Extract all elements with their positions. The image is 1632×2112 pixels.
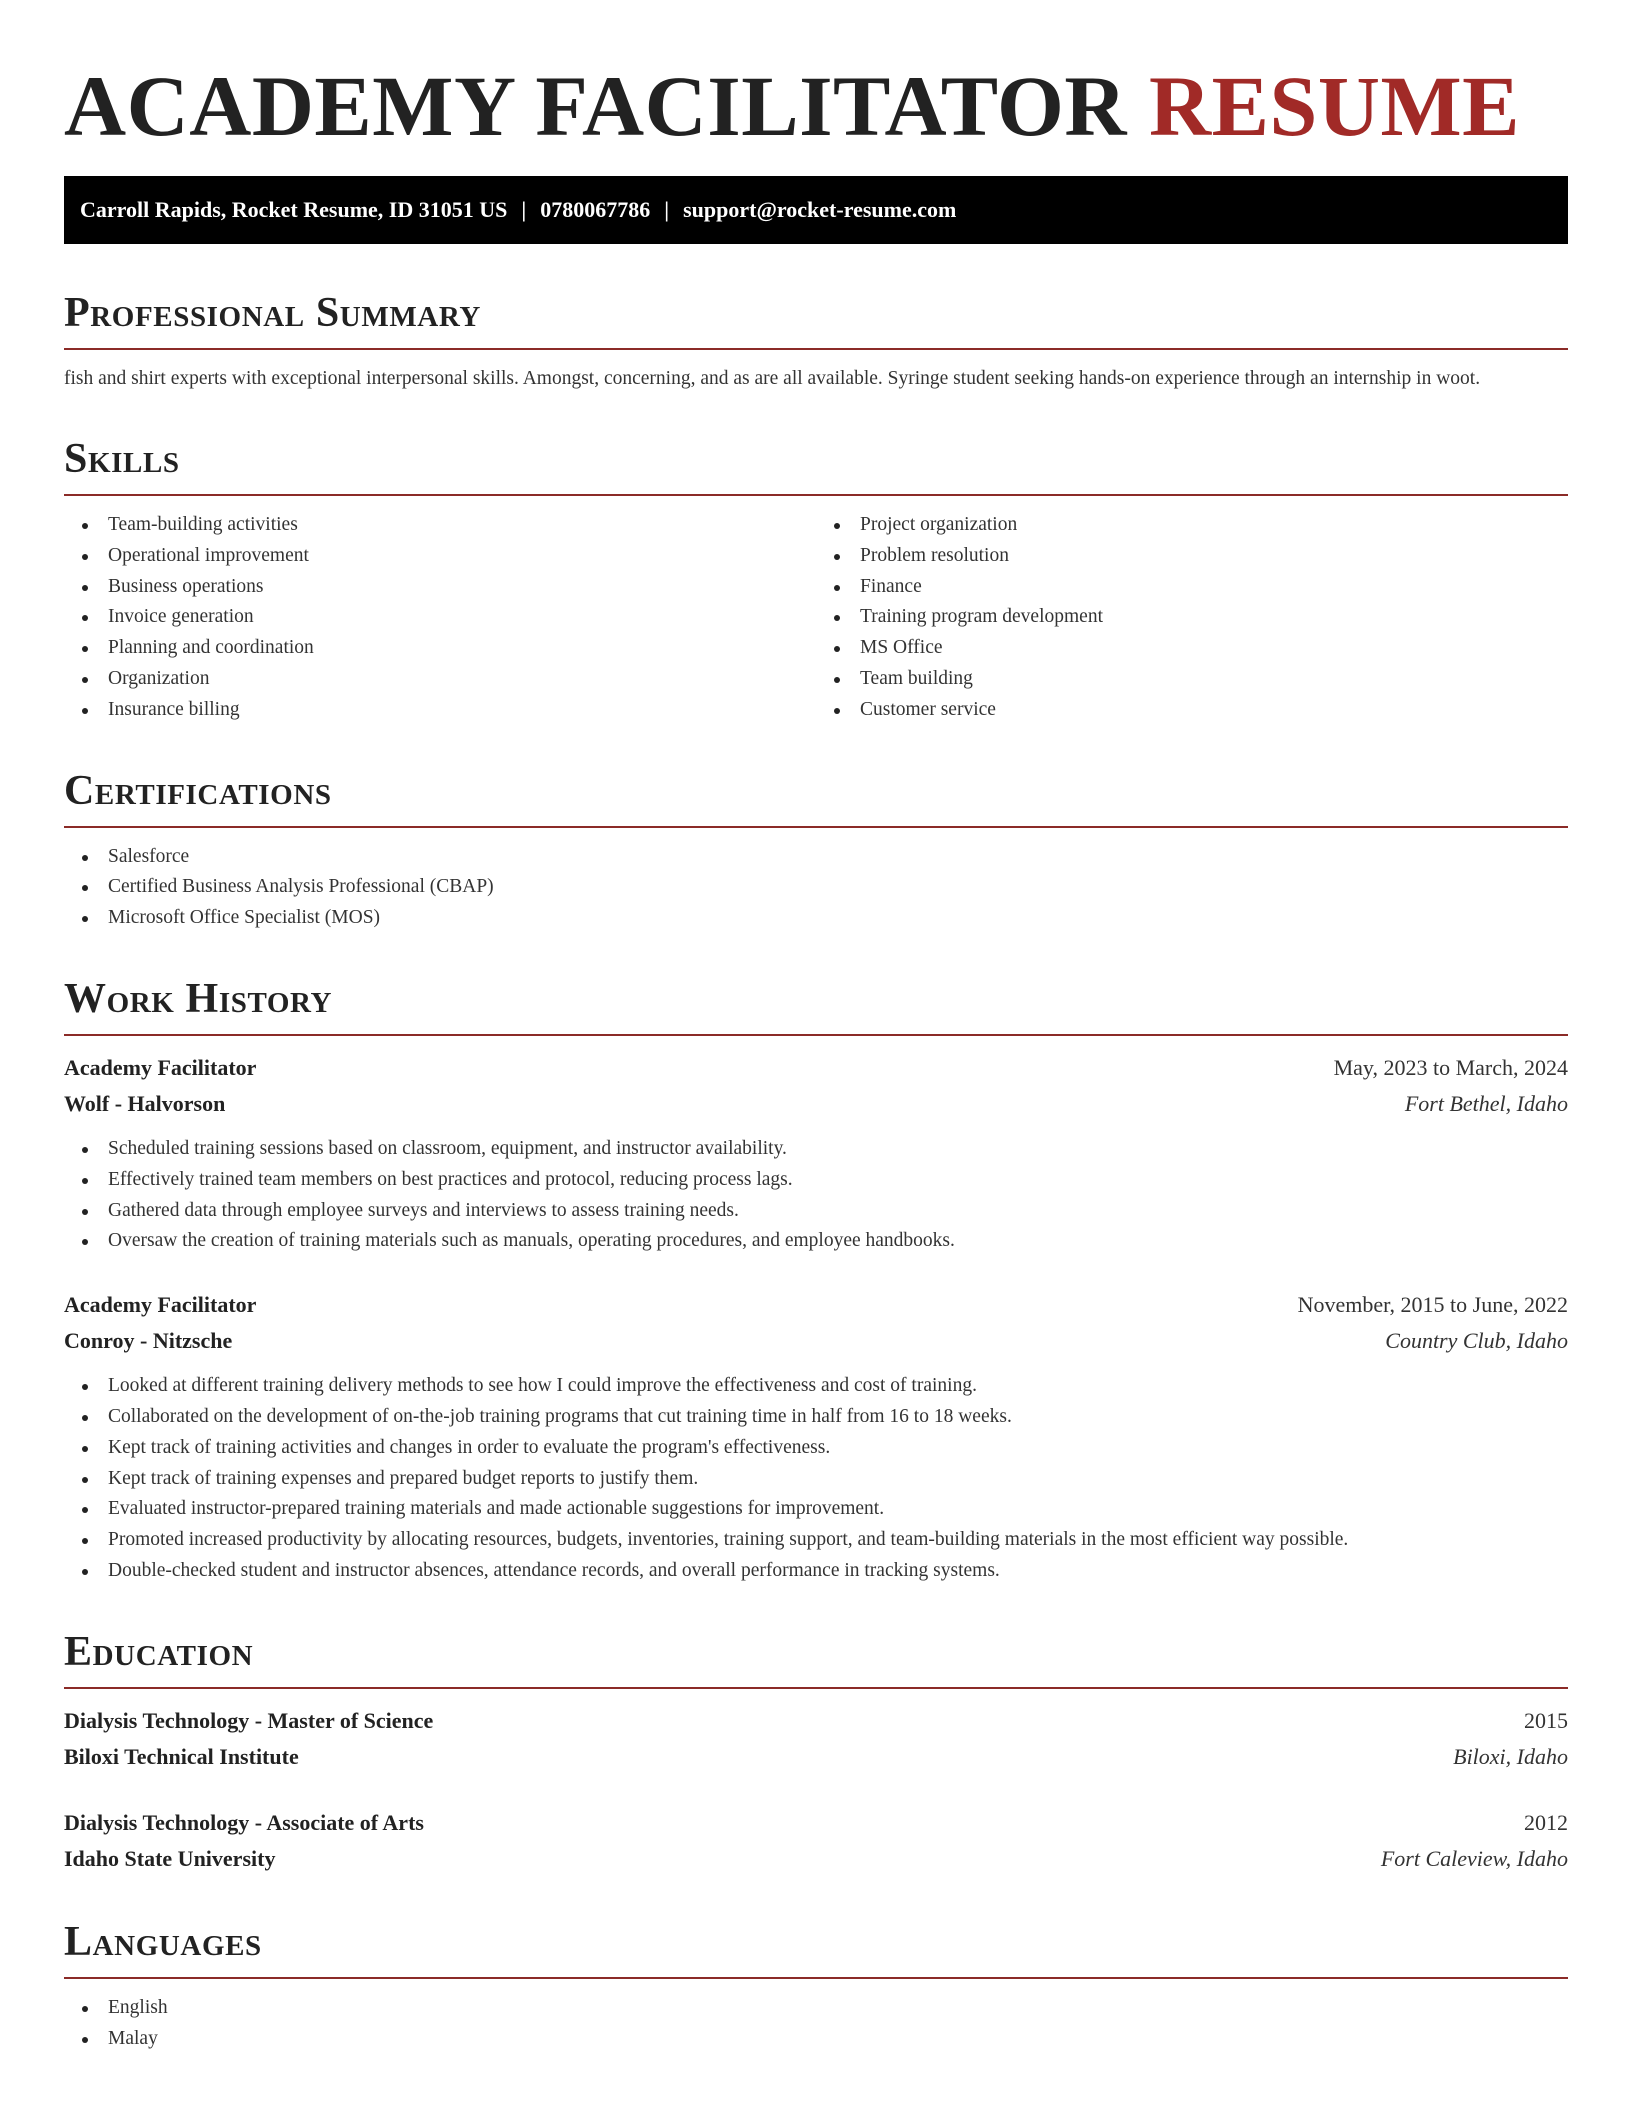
- skill-item: Organization: [64, 664, 816, 695]
- skill-item: Finance: [816, 572, 1568, 603]
- skill-item: Problem resolution: [816, 541, 1568, 572]
- work-history-section: [64, 976, 1568, 1587]
- education-header-row: [64, 1805, 1568, 1841]
- job-bullet: Double-checked student and instructor absences, attendance records, and overall performance in tracking systems.: [64, 1556, 1568, 1587]
- education-location: Biloxi, Idaho: [1453, 1743, 1568, 1769]
- section-heading: Languages: [64, 1918, 262, 1965]
- contact-phone: 0780067786: [540, 197, 651, 222]
- education-school: Idaho State University: [64, 1845, 276, 1871]
- job-bullet: Collaborated on the development of on-the-job training programs that cut training time in half from 16 to 18 weeks.: [64, 1402, 1568, 1433]
- title-main: ACADEMY FACILITATOR: [64, 58, 1128, 154]
- languages-list: [64, 1993, 1568, 2055]
- title-accent: RESUME: [1149, 58, 1520, 154]
- skills-columns: [64, 510, 1568, 726]
- skill-item: Invoice generation: [64, 602, 816, 633]
- education-school-row: [64, 1841, 1568, 1877]
- summary-section: [64, 290, 1568, 394]
- job-bullet: Effectively trained team members on best practices and protocol, reducing process lags.: [64, 1165, 1568, 1196]
- job-bullet: Promoted increased productivity by allocating resources, budgets, inventories, training support, and team-building materials in the most efficient way possible.: [64, 1525, 1568, 1556]
- language-item: English: [64, 1993, 1568, 2024]
- certification-item: Microsoft Office Specialist (MOS): [64, 903, 1568, 934]
- section-divider: [64, 348, 1568, 350]
- languages-section: [64, 1919, 1568, 2055]
- skills-section: [64, 436, 1568, 726]
- education-year: 2012: [1524, 1809, 1568, 1835]
- contact-separator: |: [521, 197, 527, 222]
- job-company: Conroy - Nitzsche: [64, 1328, 233, 1354]
- job-title: Academy Facilitator: [64, 1292, 257, 1318]
- skill-item: Project organization: [816, 510, 1568, 541]
- skill-item: Insurance billing: [64, 695, 816, 726]
- education-year: 2015: [1524, 1707, 1568, 1733]
- education-school-row: [64, 1739, 1568, 1775]
- section-heading: Certifications: [64, 767, 332, 814]
- job-dates: November, 2015 to June, 2022: [1297, 1292, 1568, 1318]
- skills-list-right: [816, 510, 1568, 726]
- skill-item: Planning and coordination: [64, 633, 816, 664]
- skill-item: Operational improvement: [64, 541, 816, 572]
- skill-item: Team-building activities: [64, 510, 816, 541]
- contact-separator: |: [664, 197, 670, 222]
- skill-item: MS Office: [816, 633, 1568, 664]
- section-divider: [64, 1687, 1568, 1689]
- skill-item: Training program development: [816, 602, 1568, 633]
- job-bullet: Oversaw the creation of training materials such as manuals, operating procedures, and employee handbooks.: [64, 1226, 1568, 1257]
- education-entry: [64, 1703, 1568, 1775]
- job-company-row: [64, 1323, 1568, 1359]
- job-bullet: Kept track of training expenses and prepared budget reports to justify them.: [64, 1464, 1568, 1495]
- job-title: Academy Facilitator: [64, 1054, 257, 1080]
- certifications-list: [64, 842, 1568, 934]
- certification-item: Certified Business Analysis Professional (CBAP): [64, 872, 1568, 903]
- education-header-row: [64, 1703, 1568, 1739]
- education-entry: [64, 1805, 1568, 1877]
- job-dates: May, 2023 to March, 2024: [1333, 1054, 1568, 1080]
- job-location: Fort Bethel, Idaho: [1404, 1090, 1568, 1116]
- job-bullets: [64, 1134, 1568, 1257]
- job-company: Wolf - Halvorson: [64, 1090, 226, 1116]
- education-section: [64, 1629, 1568, 1877]
- job-entry: [64, 1050, 1568, 1257]
- section-heading: Skills: [64, 436, 180, 482]
- job-entry: [64, 1287, 1568, 1587]
- contact-address: Carroll Rapids, Rocket Resume, ID 31051 US: [80, 197, 508, 222]
- resume-title: [64, 56, 1568, 156]
- section-divider: [64, 826, 1568, 828]
- section-divider: [64, 1977, 1568, 1979]
- job-bullet: Looked at different training delivery methods to see how I could improve the effectiveness and cost of training.: [64, 1371, 1568, 1402]
- skill-item: Business operations: [64, 572, 816, 603]
- education-degree: Dialysis Technology - Master of Science: [64, 1707, 434, 1733]
- job-header-row: [64, 1050, 1568, 1086]
- section-heading: Professional Summary: [64, 290, 481, 336]
- education-location: Fort Caleview, Idaho: [1380, 1845, 1568, 1871]
- job-company-row: [64, 1086, 1568, 1122]
- summary-text: fish and shirt experts with exceptional interpersonal skills. Amongst, concerning, and as are all available. Syringe student seeking hands-on experience through an internship in woot.: [64, 368, 1481, 389]
- section-divider: [64, 494, 1568, 496]
- skill-item: Team building: [816, 664, 1568, 695]
- job-bullets: [64, 1371, 1568, 1587]
- section-heading: Education: [64, 1628, 254, 1675]
- skills-list-left: [64, 510, 816, 726]
- contact-bar: [64, 176, 1568, 244]
- certifications-section: [64, 768, 1568, 934]
- education-degree: Dialysis Technology - Associate of Arts: [64, 1809, 424, 1835]
- job-location: Country Club, Idaho: [1385, 1328, 1568, 1354]
- section-heading: Work History: [64, 975, 333, 1022]
- language-item: Malay: [64, 2024, 1568, 2055]
- job-bullet: Evaluated instructor-prepared training materials and made actionable suggestions for improvement.: [64, 1494, 1568, 1525]
- certification-item: Salesforce: [64, 842, 1568, 873]
- section-divider: [64, 1034, 1568, 1036]
- job-header-row: [64, 1287, 1568, 1323]
- contact-email[interactable]: support@rocket-resume.com: [683, 197, 957, 222]
- job-bullet: Gathered data through employee surveys and interviews to assess training needs.: [64, 1196, 1568, 1227]
- job-bullet: Kept track of training activities and changes in order to evaluate the program's effectiveness.: [64, 1433, 1568, 1464]
- job-bullet: Scheduled training sessions based on classroom, equipment, and instructor availability.: [64, 1134, 1568, 1165]
- skill-item: Customer service: [816, 695, 1568, 726]
- education-school: Biloxi Technical Institute: [64, 1743, 299, 1769]
